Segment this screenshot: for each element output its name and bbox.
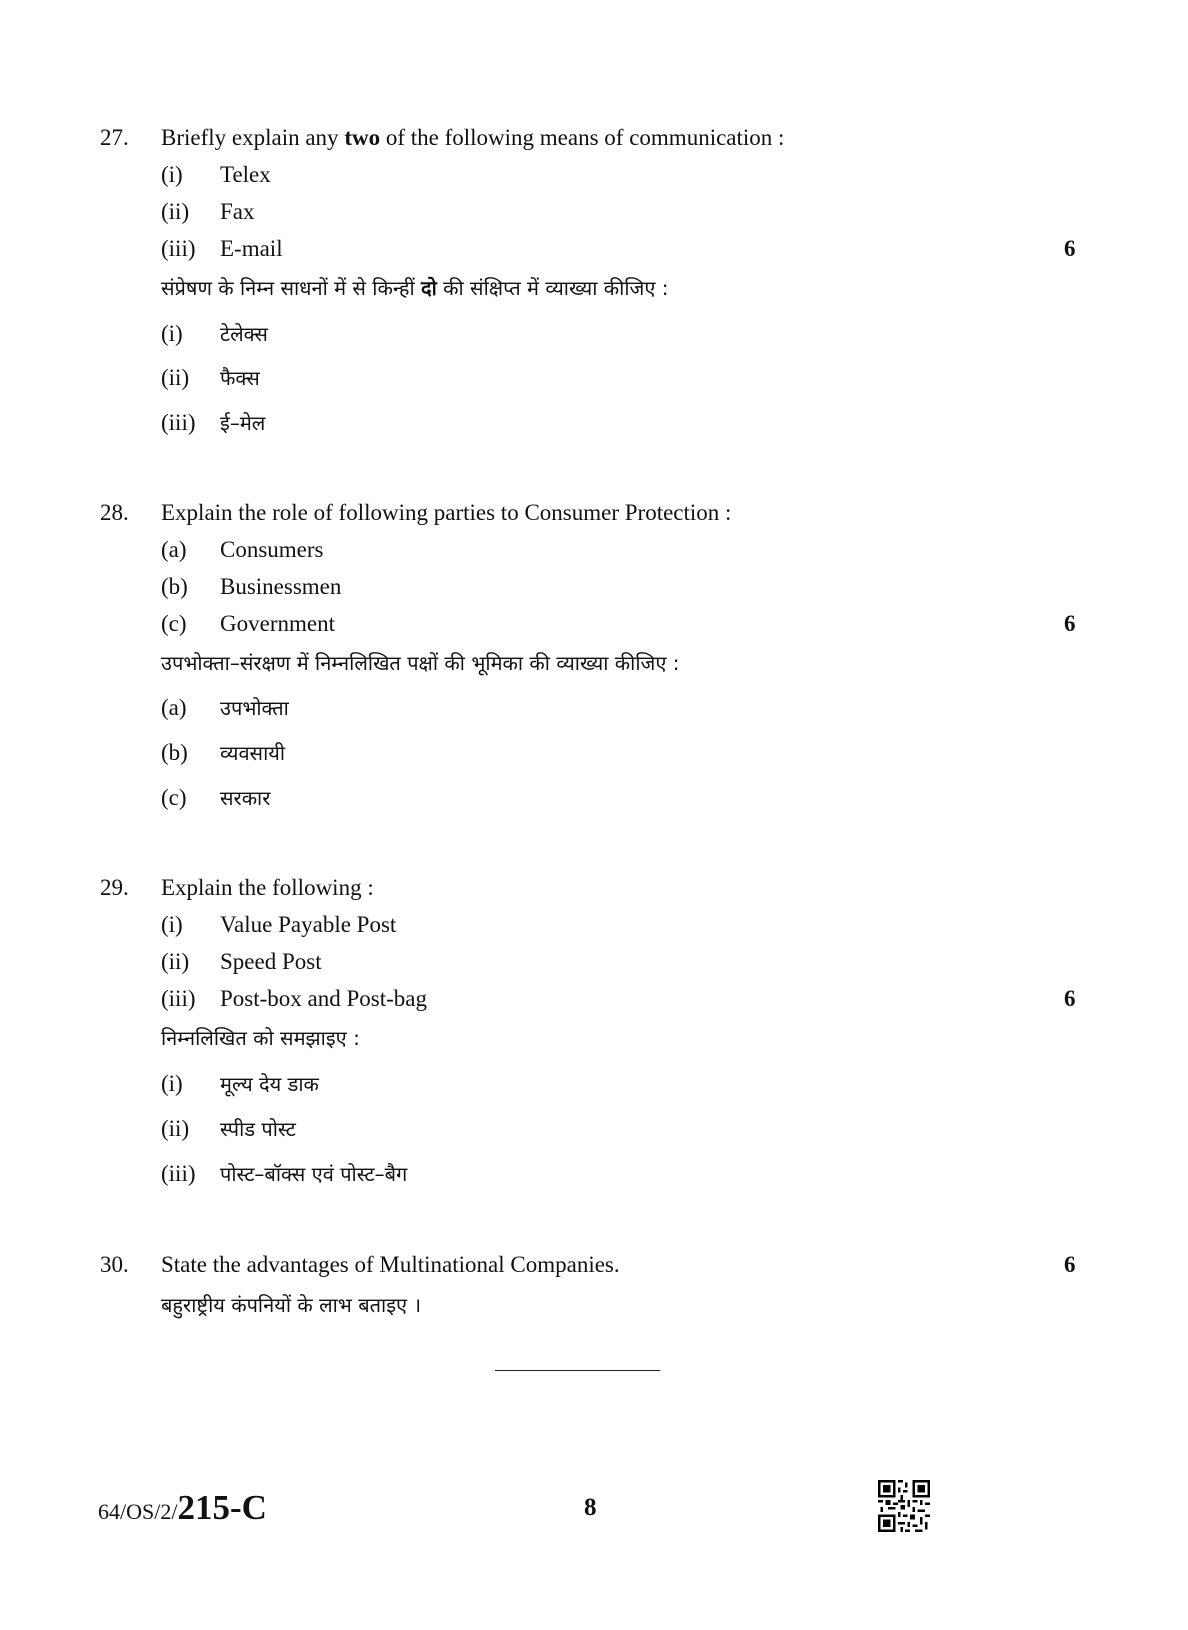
paper-code: 64/OS/2/215-C — [98, 1488, 267, 1527]
option-text-hindi: उपभोक्ता — [220, 696, 289, 720]
option-label: (c) — [161, 611, 187, 636]
option-label: (i) — [161, 912, 183, 937]
question-text: State the advantages of Multinational Companies. — [161, 1252, 620, 1277]
option-text-hindi: सरकार — [220, 786, 271, 810]
marks: 6 — [1064, 236, 1076, 261]
marks: 6 — [1064, 1252, 1076, 1277]
option-label: (b) — [161, 574, 188, 599]
end-divider — [495, 1370, 660, 1371]
option-text-hindi: पोस्ट–बॉक्स एवं पोस्ट–बैग — [220, 1162, 408, 1186]
option-text-hindi: फैक्स — [220, 366, 260, 390]
question-text-hindi: बहुराष्ट्रीय कंपनियों के लाभ बताइए । — [161, 1293, 422, 1317]
option-text: Consumers — [220, 537, 324, 562]
marks: 6 — [1064, 986, 1076, 1011]
option-text: E-mail — [220, 236, 283, 261]
option-label: (ii) — [161, 1116, 190, 1141]
option-text-hindi: व्यवसायी — [220, 741, 286, 765]
option-label: (iii) — [161, 410, 196, 435]
option-text: Post-box and Post-bag — [220, 986, 427, 1011]
option-text: Businessmen — [220, 574, 342, 599]
option-label: (iii) — [161, 1161, 196, 1186]
question-text: Briefly explain any two of the following means of communication : — [161, 125, 785, 150]
option-text-hindi: स्पीड पोस्ट — [220, 1117, 296, 1141]
option-label: (a) — [161, 695, 187, 720]
option-label: (ii) — [161, 199, 190, 224]
qr-code-icon — [878, 1480, 930, 1532]
question-number: 28. — [100, 500, 129, 525]
question-text-hindi: उपभोक्ता–संरक्षण में निम्नलिखित पक्षों की भूमिका की व्याख्या कीजिए : — [161, 651, 680, 675]
page-number: 8 — [584, 1494, 597, 1521]
question-text-hindi: संप्रेषण के निम्न साधनों में से किन्हीं दो की संक्षिप्त में व्याख्या कीजिए : — [161, 276, 669, 300]
question-text: Explain the following : — [161, 875, 374, 900]
option-text-hindi: मूल्य देय डाक — [220, 1072, 319, 1096]
question-number: 29. — [100, 875, 129, 900]
question-number: 27. — [100, 125, 129, 150]
option-text: Government — [220, 611, 335, 636]
option-text: Value Payable Post — [220, 912, 397, 937]
option-label: (iii) — [161, 236, 196, 261]
option-text: Speed Post — [220, 949, 322, 974]
option-label: (iii) — [161, 986, 196, 1011]
option-label: (i) — [161, 321, 183, 346]
option-text: Telex — [220, 162, 271, 187]
question-text-hindi: निम्नलिखित को समझाइए : — [161, 1026, 360, 1050]
question-text: Explain the role of following parties to Consumer Protection : — [161, 500, 732, 525]
question-number: 30. — [100, 1252, 129, 1277]
option-label: (ii) — [161, 365, 190, 390]
option-text: Fax — [220, 199, 255, 224]
option-label: (b) — [161, 740, 188, 765]
option-text-hindi: टेलेक्स — [220, 322, 268, 346]
marks: 6 — [1064, 611, 1076, 636]
option-text-hindi: ई–मेल — [220, 411, 266, 435]
option-label: (ii) — [161, 949, 190, 974]
option-label: (i) — [161, 162, 183, 187]
option-label: (i) — [161, 1071, 183, 1096]
option-label: (c) — [161, 785, 187, 810]
option-label: (a) — [161, 537, 187, 562]
